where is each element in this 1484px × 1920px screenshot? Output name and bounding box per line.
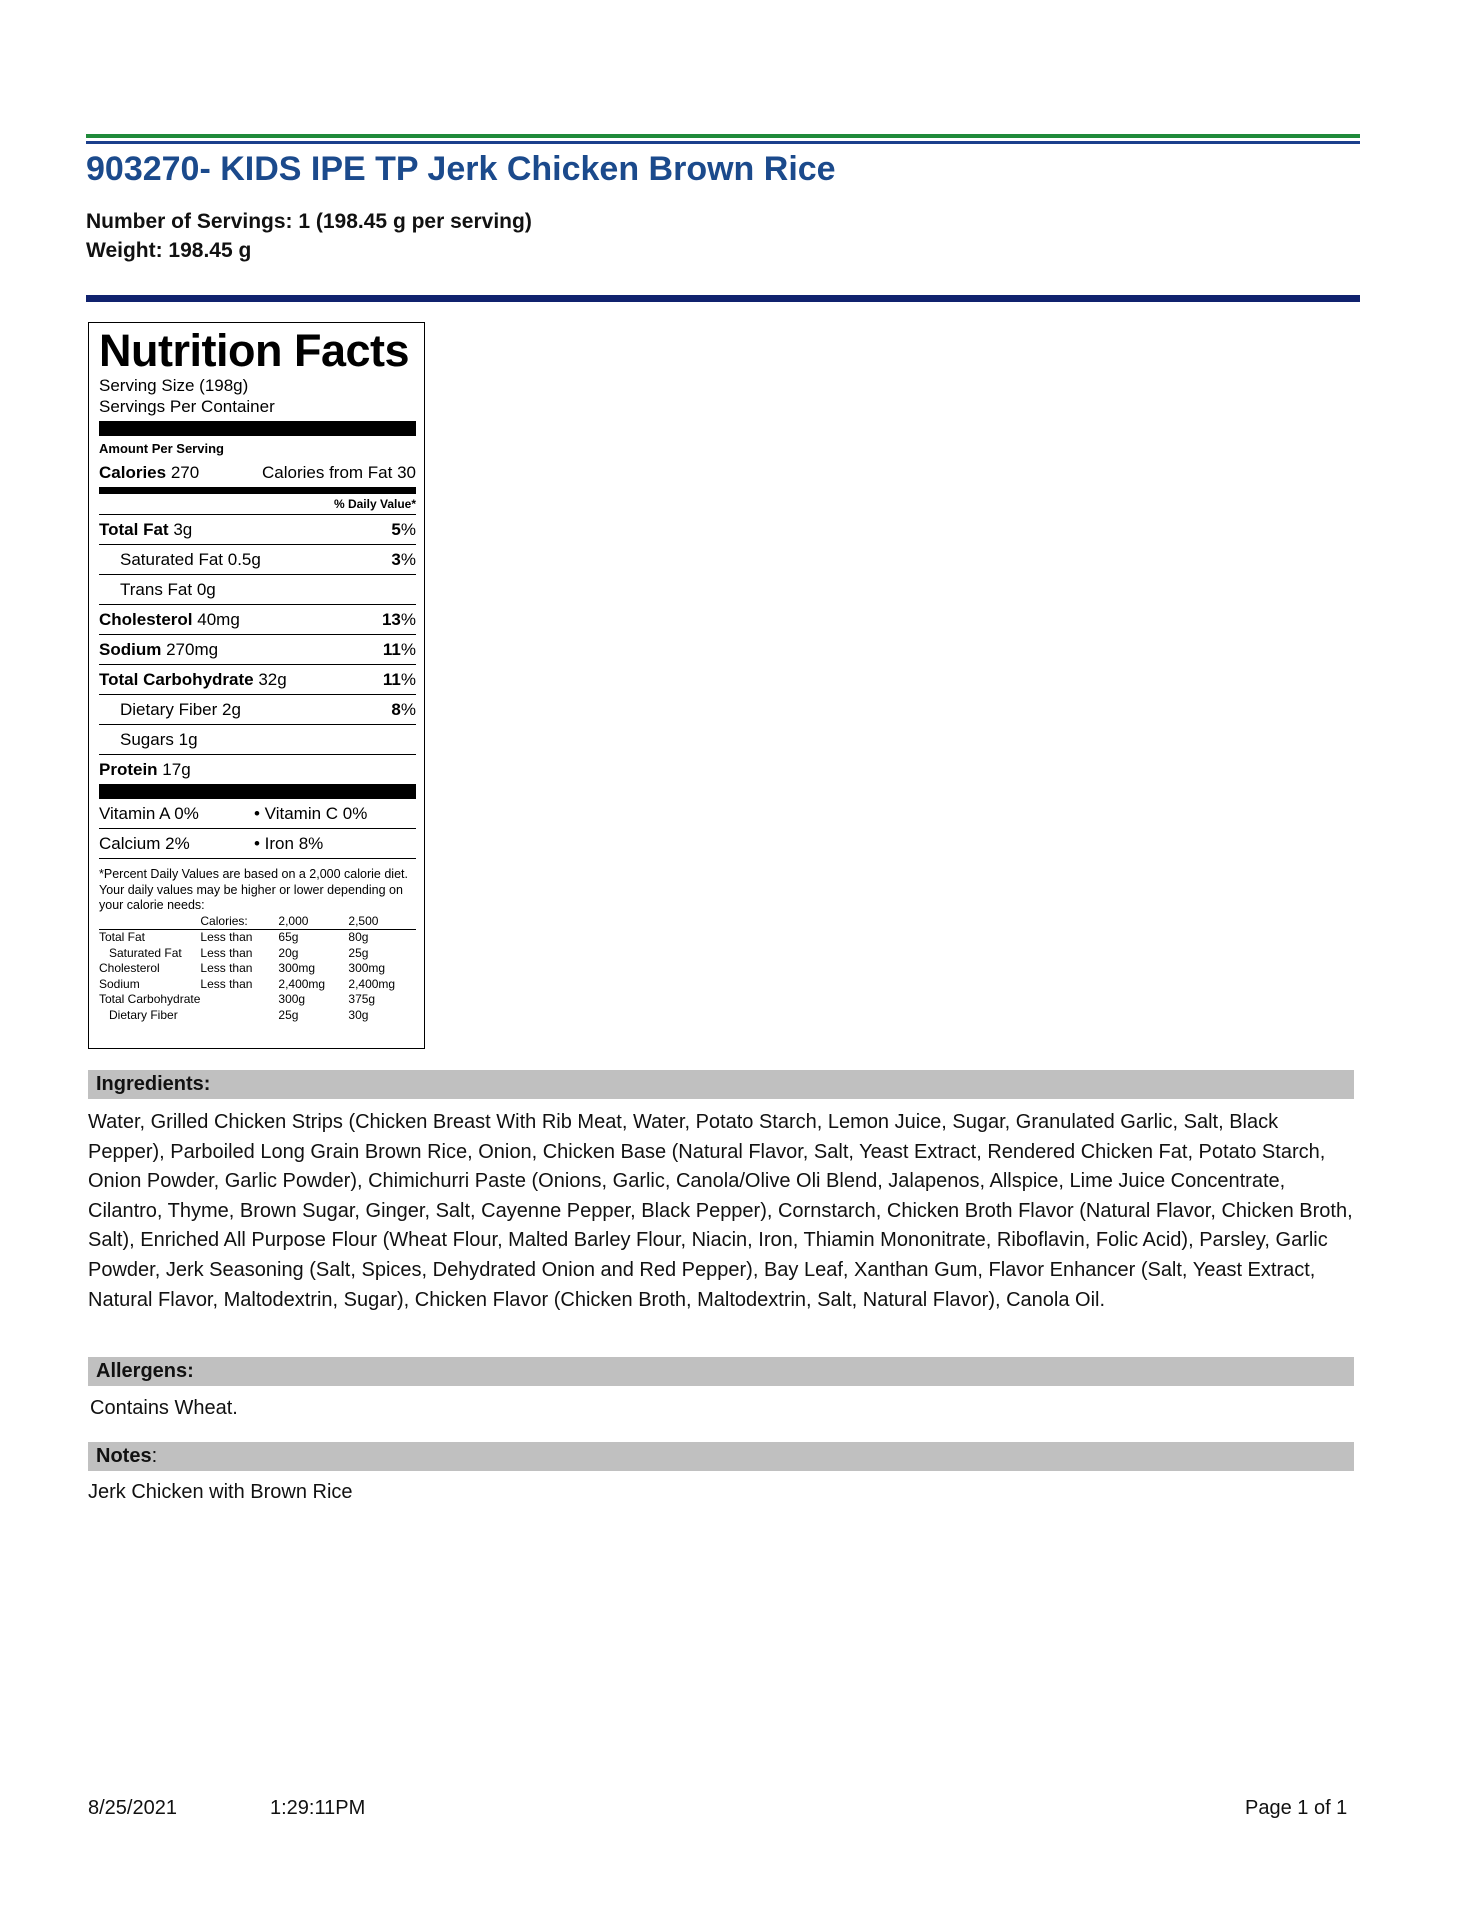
reference-cell-name: Total Carbohydrate: [99, 992, 201, 1006]
nutrient-label: Protein: [99, 760, 158, 779]
vitamin-left: Calcium 2%: [99, 834, 190, 853]
reference-cell-qual: [200, 1008, 278, 1024]
allergens-text: Contains Wheat.: [90, 1397, 238, 1419]
nutrient-daily-value: 8: [391, 700, 401, 719]
nutrient-label: Total Fat: [99, 520, 169, 539]
vitamin-left: Vitamin A 0%: [99, 804, 199, 823]
reference-cell-qual: Less than: [200, 976, 253, 991]
header-divider: [86, 295, 1360, 302]
medium-divider: [99, 487, 416, 494]
reference-calories-label: Calories:: [200, 914, 278, 930]
thick-divider-vitamins: [99, 784, 416, 799]
reference-cell-name: Cholesterol: [99, 961, 160, 975]
daily-value-footnote: *Percent Daily Values are based on a 2,000 calorie diet. Your daily values may be higher or lower depending on your calorie needs:: [99, 867, 408, 912]
nutrient-label: Trans Fat: [120, 580, 193, 599]
nutrient-row: Total Fat 3g 5%: [99, 515, 416, 545]
reference-cell-name: Sodium: [99, 976, 140, 991]
nutrient-row: Saturated Fat 0.5g 3%: [99, 545, 416, 575]
nutrient-amount: 270mg: [166, 640, 219, 659]
nutrient-label: Total Carbohydrate: [99, 670, 254, 689]
vitamin-rows: [99, 799, 416, 859]
servings-per-container: Servings Per Container: [99, 397, 275, 416]
nutrient-label: Cholesterol: [99, 610, 193, 629]
reference-cell-v1: 300g: [278, 992, 306, 1006]
ingredients-label: Ingredients:: [96, 1073, 211, 1095]
allergens-label: Allergens:: [96, 1360, 194, 1382]
calories-value: 270: [170, 463, 200, 482]
reference-cell-v1: 300mg: [278, 961, 316, 975]
nutrient-label: Sugars: [120, 730, 174, 749]
reference-cell-qual: [200, 992, 278, 1008]
reference-cell-v1: 20g: [278, 945, 299, 960]
nutrient-row: Sodium 270mg 11%: [99, 635, 416, 665]
notes-text: Jerk Chicken with Brown Rice: [88, 1481, 353, 1503]
nutrient-amount: 3g: [173, 520, 193, 539]
vitamin-row: [99, 799, 416, 829]
reference-row: [99, 946, 416, 962]
reference-cell-qual: Less than: [200, 961, 253, 975]
nutrient-row: Cholesterol 40mg 13%: [99, 605, 416, 635]
allergens-header: [88, 1357, 1354, 1386]
reference-row: [99, 977, 416, 993]
reference-cell-qual: Less than: [200, 945, 253, 960]
reference-cell-v2: 375g: [348, 992, 376, 1006]
reference-cell-v2: 80g: [348, 930, 369, 944]
vitamin-right: • Iron 8%: [254, 834, 324, 853]
reference-cell-v1: 2,400mg: [278, 976, 326, 991]
nutrient-row: Total Carbohydrate 32g 11%: [99, 665, 416, 695]
reference-table: [99, 914, 416, 1024]
reference-cell-name: Dietary Fiber: [109, 1007, 178, 1022]
amount-per-serving: Amount Per Serving: [99, 441, 224, 456]
reference-cell-v2: 2,400mg: [348, 976, 396, 991]
reference-cell-name: Total Fat: [99, 930, 146, 944]
ingredients-header: [88, 1070, 1354, 1099]
reference-col-2500: 2,500: [348, 914, 416, 930]
nutrient-rows: [99, 515, 416, 784]
nutrient-amount: 32g: [258, 670, 287, 689]
reference-cell-qual: Less than: [200, 930, 253, 944]
nutrient-daily-value: 5: [391, 520, 401, 539]
nutrient-label: Saturated Fat: [120, 550, 224, 569]
calories-label: Calories: [99, 463, 167, 482]
nutrient-row: Dietary Fiber 2g 8%: [99, 695, 416, 725]
calories-row: [99, 458, 416, 487]
reference-row: [99, 1008, 416, 1024]
nutrient-label: Sodium: [99, 640, 162, 659]
weight-line: Weight: 198.45 g: [86, 239, 252, 262]
reference-cell-v2: 300mg: [348, 961, 386, 975]
nutrient-amount: 17g: [162, 760, 191, 779]
footer-page-number: Page 1 of 1: [1245, 1797, 1348, 1819]
nutrient-amount: 1g: [178, 730, 198, 749]
vitamin-right: • Vitamin C 0%: [254, 804, 368, 823]
nutrient-daily-value: 3: [391, 550, 401, 569]
footer-date: 8/25/2021: [88, 1797, 177, 1819]
ingredients-text: Water, Grilled Chicken Strips (Chicken Breast With Rib Meat, Water, Potato Starch, Lemon Juice, Sugar, Granulated Garlic, Salt, Black Pepper), Parboiled Long Grain Brown Rice, Onion, Chicken Base (Natural Flavor, Salt, Yeast Extract, Rendered Chicken Fat, Potato Starch, Onion Powder, Garlic Powder), Chimichurri Paste (Onions, Garlic, Canola/Olive Oli Blend, Jalapenos, Allspice, Lime Juice Concentrate, Cilantro, Thyme, Brown Sugar, Ginger, Salt, Cayenne Pepper, Black Pepper), Cornstarch, Chicken Broth Flavor (Natural Flavor, Chicken Broth, Salt), Enriched All Purpose Flour (Wheat Flour, Malted Barley Flour, Niacin, Iron, Thiamin Mononitrate, Riboflavin, Folic Acid), Parsley, Garlic Powder, Jerk Seasoning (Salt, Spices, Dehydrated Onion and Red Pepper), Bay Leaf, Xanthan Gum, Flavor Enhancer (Salt, Yeast Extract, Natural Flavor, Maltodextrin, Sugar), Chicken Flavor (Chicken Broth, Maltodextrin, Salt, Natural Flavor), Canola Oil.: [88, 1111, 1353, 1311]
nutrient-amount: 0g: [196, 580, 216, 599]
nutrient-row: [99, 755, 416, 784]
reference-row: [99, 961, 416, 977]
serving-size: Serving Size (198g): [99, 376, 249, 395]
nutrient-label: Dietary Fiber: [120, 700, 218, 719]
notes-label: [96, 1445, 157, 1468]
reference-cell-name: Saturated Fat: [109, 945, 182, 960]
nutrient-daily-value: 11: [382, 640, 401, 659]
nutrition-facts-title: Nutrition Facts: [99, 325, 410, 376]
nutrient-daily-value: 13: [381, 610, 401, 629]
footer-time: 1:29:11PM: [270, 1797, 366, 1819]
thick-divider: [99, 421, 416, 436]
reference-cell-v2: 30g: [348, 1007, 369, 1022]
notes-label-colon: :: [151, 1445, 158, 1467]
vitamin-row: [99, 829, 416, 859]
notes-label-text: Notes: [96, 1445, 152, 1467]
header-rule-green: [86, 134, 1360, 138]
reference-cell-v1: 25g: [278, 1007, 299, 1022]
nutrient-row: [99, 575, 416, 605]
reference-cell-v1: 65g: [278, 930, 299, 944]
reference-header-row: [99, 914, 416, 930]
nutrient-daily-value: 11: [382, 670, 401, 689]
nutrient-row: [99, 725, 416, 755]
reference-cell-v2: 25g: [348, 945, 369, 960]
nutrient-amount: 0.5g: [227, 550, 261, 569]
reference-row: [99, 930, 416, 946]
reference-col-2000: 2,000: [278, 914, 348, 930]
daily-value-header: % Daily Value*: [99, 494, 416, 515]
nutrient-amount: 40mg: [197, 610, 240, 629]
servings-line: Number of Servings: 1 (198.45 g per serving): [86, 210, 532, 233]
notes-header: [88, 1442, 1354, 1471]
calories-from-fat: Calories from Fat 30: [262, 463, 416, 482]
page-title: 903270- KIDS IPE TP Jerk Chicken Brown Rice: [86, 150, 836, 188]
nutrient-amount: 2g: [222, 700, 241, 719]
reference-row: [99, 992, 416, 1008]
header-rule-blue: [86, 141, 1360, 144]
nutrition-facts-label: [88, 322, 425, 1049]
